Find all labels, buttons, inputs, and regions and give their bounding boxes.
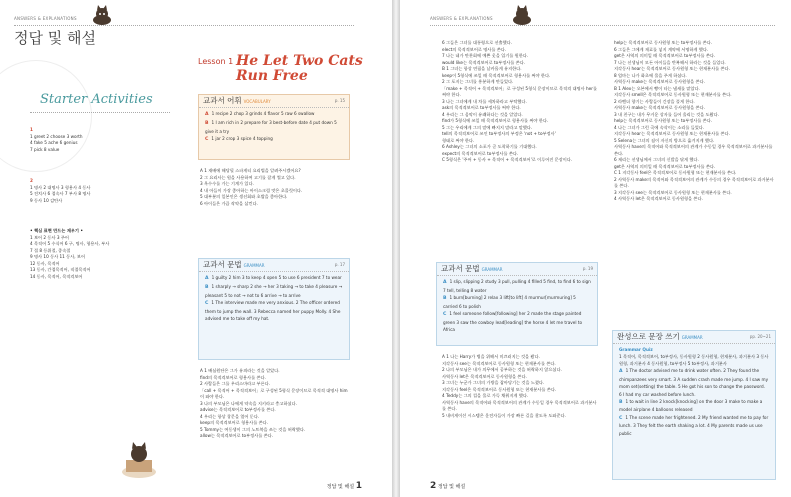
grammar-box-2-head — [437, 263, 597, 276]
note-line: 사역동사 make는 목적격보어로 동사원형을 쓴다. — [614, 105, 705, 110]
writing-row-b: B 1 to wait in line 2 knock[knocking] on the door 3 make to make a model airplane 4 balloons released — [619, 398, 763, 413]
vocab-box-page: p. 15 — [334, 98, 345, 103]
core-expressions — [30, 228, 190, 280]
grammar-notes — [200, 368, 350, 440]
core-row: 13 동사, 간접목적어, 직접목적어 — [30, 267, 91, 272]
note-line: 2 그 요리사는 원을 사용하여 고기를 잘게 썰고 있다. — [200, 174, 296, 180]
note-line: B 1 Alex는 오븐에서 빵이 타는 냄새를 맡았다. — [614, 85, 700, 91]
vocab-row-a: A 1 recipe 2 chop 3 grinds 4 flavor 5 raw 6 swallow — [205, 111, 315, 117]
note-line: 3 그녀는 누군가 그녀의 가방을 잡아당기는 것을 느꼈다. — [442, 380, 545, 385]
note-line: 2 그 포지는 그녀를 흥분하게 만들었다. — [442, 79, 514, 84]
note-line: 5 내비게이션 시스템은 운전자들이 가장 빠른 길을 찾도록 도와준다. — [442, 412, 566, 418]
writing-box-head — [613, 331, 775, 344]
vocab-box-title: 교과서 어휘 — [203, 96, 242, 105]
cat-cake-icon — [118, 440, 160, 480]
note-line: get은 사역의 의미일 때 목적격보어로 to부정사를 쓴다. — [614, 163, 716, 169]
part1-row: 4 fake 5 ache 6 genius — [30, 140, 78, 145]
note-line: allow는 목적격보어로 to부정사를 쓴다. — [200, 433, 273, 438]
grammar-box-body — [199, 272, 349, 324]
note-line: 2 사람들은 그를 우리스마라고 부른다. — [200, 381, 270, 386]
note-line: 3 내 친구는 내가 무거운 상자를 들어 올리는 것을 도왔다. — [614, 111, 719, 117]
note-line: keep이 5형식에 쓰일 때 목적격보어로 형용사를 써야 한다. — [442, 72, 551, 78]
note-line: find의 목적격보어로 형용사를 쓴다. — [200, 374, 266, 380]
vocab-box — [198, 94, 350, 160]
note-line: 6 아이들은 가끔 작약을 삼킨다. — [200, 200, 258, 206]
vocab-box-tag: VOCABULARY — [243, 99, 271, 104]
quiz-title: Grammar Quiz — [619, 347, 653, 352]
footer-label: 정답 및 해설 — [437, 484, 466, 490]
footer-page-number: 1 — [355, 481, 362, 491]
note-line: 지각동사 hear는 목적격보어로 동사원형 또는 현재분사를 쓴다. — [614, 66, 730, 71]
note-line: 「make + 목적어 + 목적격보어」로 구성된 5형식 문장이므로 목적격 대명사 her를 써야 한다. — [442, 85, 597, 97]
note-line: help는 목적격보어로 동사원형 또는 to부정사를 쓴다. — [614, 118, 713, 123]
core-row: 14 동사, 목적어, 목적격보어 — [30, 273, 83, 279]
note-line: B 1 그녀는 항상 연필을 날카롭게 유지한다. — [442, 66, 522, 71]
starter-part1 — [30, 127, 190, 153]
note-line: advise는 목적격보어로 to부정사를 쓴다. — [200, 407, 276, 412]
grammar2-row-b: B 1 burn[burning] 2 relax 3 lift[to lift] 4 murmur[murmuring] 5 carried 6 to polish — [443, 294, 576, 309]
note-line: 5 Tommy는 여동생이 그의 노트북을 쓰는 것을 허락했다. — [200, 426, 306, 432]
part1-row: 7 pick 8 value — [30, 146, 60, 152]
writing-box-body — [613, 344, 775, 439]
note-line: 4 우리는 항상 창문을 열어 둔다. — [200, 413, 260, 419]
grammar-box-2 — [436, 262, 598, 346]
core-row: 1 보어 2 동사 3 주어 — [30, 234, 69, 240]
note-line: 4 우리는 그 음악이 유쾌하다는 것을 알았다. — [442, 111, 523, 117]
note-line: 3 옥수수를 가는 기계가 있다. — [200, 181, 254, 186]
right-page — [400, 0, 791, 497]
note-line: 지각동사 smell은 목적격보어로 동사원형 또는 현재분사를 쓴다. — [614, 92, 732, 97]
note-line: 3 나는 그녀에게 내 차를 세차하라고 부탁했다. — [442, 98, 527, 104]
grammar-box-title: 교과서 문법 — [203, 260, 242, 269]
note-line: 3 나의 부모님은 나에게 약속을 지키라고 충고하셨다. — [200, 400, 297, 406]
note-line: 3 지각동사 see는 목적격보어로 동사원형 또는 현재분사를 쓴다. — [614, 189, 732, 195]
grammar2-row-a: A 1 slip, slipping 2 study 3 pull, pulling 4 filled 5 find, to find 6 to sign 7 tell, telling 8 water — [443, 279, 591, 293]
note-line: 8 엄마는 나가 화초에 물을 주게 하셨다. — [614, 72, 687, 78]
cat-icon — [90, 4, 114, 26]
section-title: 정답 및 해설 — [14, 29, 96, 47]
footer-page-number: 2 — [430, 481, 437, 491]
note-line: would like는 목적격보어로 to부정사를 쓴다. — [442, 59, 526, 65]
grammar-box-tag: GRAMMAR — [243, 263, 265, 268]
part2-row: 1 명사 2 대명사 3 형용사 4 동사 — [30, 184, 91, 190]
part2-row: 9 동사 10 감탄사 — [30, 197, 63, 203]
grammar-row-c: C 1 The interview made me very anxious. 2 The officer ordered them to jump the wall. 3 Rebecca named her puppy Molly. 4 She advised me to take off my hat. — [205, 299, 341, 321]
note-line: find가 5형식에 쓰일 때 목적격보어로 형용사를 써야 한다. — [442, 118, 549, 123]
note-line: 사역동사 let은 목적격보어로 동사원형을 쓴다. — [442, 373, 527, 379]
header-rule — [430, 25, 775, 26]
note-line: C 5형식은 '주어 + 동사 + 목적어 + 목적격보어'로 이루어진 문장이다. — [442, 157, 573, 162]
note-line: 6 Ashley는 그녀의 소포가 곧 도착하기를 기대했다. — [442, 144, 537, 149]
vocab-box-head — [199, 95, 349, 108]
vocab-notes — [200, 168, 350, 207]
note-line: 5 Selena는 그녀의 짐이 자신의 방으로 옮겨지게 했다. — [614, 137, 715, 143]
note-line: 7 나는 선생님이 모든 아이들을 반복해서 하라는 것을 들었다. — [614, 59, 726, 65]
writing-box-page: pp. 20~21 — [749, 334, 771, 339]
note-line: 2 라벤더 향기는 사람들이 긴장을 풀게 한다. — [614, 98, 695, 104]
note-line: 사역동사 have의 목적어와 목적격보어의 관계가 수동일 경우 목적격보어로 과거분사를 쓴다. — [614, 144, 773, 156]
grammar-row-b: B 1 sharply → sharp 2 she → her 3 taking → to take 4 pleasure → pleasant 5 to not → not to 6 arrive → to arrive — [205, 283, 343, 298]
note-line: get은 사역의 의미일 때 목적격보어로 to부정사를 쓴다. — [614, 53, 716, 58]
lesson-title: He Let Two Cats Run Free — [236, 53, 363, 84]
note-line: elect의 목적격보어로 명사를 쓴다. — [442, 46, 507, 52]
starter-rule — [30, 112, 170, 113]
note-line: 6 그들은 그녀를 대통령으로 선출했다. — [442, 40, 512, 45]
note-line: ask의 목적격보어로 to부정사를 써야 한다. — [442, 105, 521, 110]
writing-row-a: A 1 The doctor advised me to drink water often. 2 They found the chimpanzees very smart. 3 A sudden crash made me jump. 4 I saw my mom set(setting) the table. 5 He got his son to change the password. 6 I had my car washed before lunch. — [619, 368, 769, 397]
note-line: help는 목적격보어로 동사원형 또는 to부정사를 쓴다. — [614, 40, 713, 45]
note-line: 2 사역동사 make의 목적어와 목적격보어의 관계가 수동의 경우 목적격보어로 과거분사를 쓴다. — [614, 176, 774, 188]
note-line: A 1 배심원단은 그가 유죄라는 것을 알았다. — [200, 368, 280, 373]
grammar-box-head — [199, 259, 349, 272]
core-row: 7 절 8 등위절, 종속절 — [30, 247, 71, 253]
note-line: A 1 재배에 해당될 스파게티 요리법을 알려주시겠어요? — [200, 168, 301, 173]
writing-box-title: 완성으로 문장 쓰기 — [617, 332, 680, 341]
note-line: 지각동사 see는 목적격보어로 동사원형 또는 현재분사를 쓴다. — [442, 360, 556, 366]
writing-row-c: C 1 The scene made her frightened. 2 My friend wanted me to pay for lunch. 3 They felt the earth shaking a lot. 4 My parents made us use public — [619, 414, 769, 436]
note-line: 4 내 아들이 가장 좋아하는 아이스크림 맛은 초콜릿이다. — [200, 187, 303, 193]
note-line: 4 사역동사 let은 목적격보어로 동사원형을 쓴다. — [614, 196, 703, 201]
core-title: • 핵심 표현 만드는 재우기 • — [30, 228, 84, 233]
grammar-box-2-tag: GRAMMAR — [481, 267, 503, 272]
core-row: 9 명사 10 동사 11 동사, 보어 — [30, 254, 86, 259]
writing-box — [612, 330, 776, 480]
col2-notes — [614, 40, 774, 203]
note-line: 6 그들은 그에게 재료를 넣지 계약에 서명하게 했다. — [614, 46, 709, 52]
note-line: tell의 목적격보어로 쓰인 to부정사의 부정은 'not + to부정사' — [442, 131, 556, 136]
left-footer — [327, 481, 362, 491]
note-line: 지각동사 hear는 목적격보어로 동사원형 또는 현재분사를 쓴다. — [614, 131, 730, 136]
grammar-box-2-title: 교과서 문법 — [441, 264, 480, 273]
header-tag: ANSWERS & EXPLANATIONS — [14, 16, 77, 21]
note-line: keep의 목적격보어로 형용사를 쓴다. — [200, 420, 268, 425]
note-line: 「call + 목적어 + 목적격보어」로 구성된 5형식 문장이므로 목적격 대명사 him이 와야 한다. — [200, 387, 348, 399]
vocab-box-body — [199, 108, 349, 146]
left-page — [0, 0, 392, 497]
col1-notes — [442, 40, 602, 164]
header-rule — [14, 25, 354, 26]
note-line: 5 대부분의 일본인은 생선회와 초밥을 좋아한다. — [200, 194, 288, 199]
part2-num: 2 — [30, 178, 33, 183]
book-gutter — [392, 0, 400, 497]
col1-notes-2 — [442, 354, 600, 419]
note-line: 2 나의 부모님은 내가 의무에서 공부하는 것을 허락하지 않으셨다. — [442, 367, 562, 372]
starter-title: Starter Activities — [40, 92, 153, 107]
note-line: A 1 나는 Harry가 병을 위해서 미끄러지는 것을 봤다. — [442, 354, 540, 359]
cat-icon — [510, 4, 534, 26]
note-line: 7 나는 네가 만찬회에 예쁜 옷을 입기를 원한다. — [442, 53, 529, 58]
right-footer — [430, 481, 465, 491]
grammar-row-a: A 1 guilty 2 him 3 to keep 4 open 5 to use 6 president 7 to wear — [205, 275, 342, 281]
core-row: 12 동사, 목적어 — [30, 260, 60, 266]
core-row: 4 목적어 5 수식어 6 구, 명사, 형용사, 부사 — [30, 241, 110, 246]
lesson-label: Lesson 1 — [198, 57, 234, 66]
starter-part2 — [30, 178, 190, 204]
note-line: 형태로 써야 한다. — [442, 137, 475, 143]
footer-label: 정답 및 해설 — [326, 484, 355, 490]
part1-row: 1 greet 2 choose 3 worth — [30, 133, 83, 139]
note-line: 사역동사 have의 목적어와 목적격보어의 관계가 수동일 경우 목적격보어로 과거분사를 쓴다. — [442, 399, 597, 411]
note-line: C 1 지각동사 feel은 목적격보어로 동사원형 또는 현재분사를 쓴다. — [614, 170, 737, 175]
part2-row: 5 전치사 6 접속사 7 부사 8 명사 — [30, 191, 91, 196]
note-line: 4 Teddy는 그의 컵을 물로 가득 채워지게 했다. — [442, 393, 529, 398]
vocab-row-b: B 1 I am rich in 2 prepare for 3 best-before date 4 put down 5 give it a try — [205, 119, 337, 134]
decor-circle — [0, 60, 92, 172]
note-line: 지각동사 feel은 목적격보어로 동사원형 또는 현재분사를 쓴다. — [442, 386, 557, 392]
vocab-row-c: C 1 jar 2 crop 3 spice 4 topping — [205, 135, 273, 142]
note-line: 5 그는 우리에게 그의 말에 빠지지 말라고 말했다. — [442, 124, 533, 130]
note-line: 사역동사 make는 목적격보어로 동사원형을 쓴다. — [614, 79, 705, 84]
quiz-text: 1 목적어, 목적격보어, to부정사, 동사원형 2 동사원형, 현재분사, 과거분사 3 동사원형, 과거분사 4 동사원형, to부정사 5 to부정사, 과거분사 — [619, 354, 769, 367]
writing-box-tag: GRAMMAR — [681, 335, 703, 340]
grammar-box-page: p. 17 — [334, 262, 345, 267]
grammar-box-2-page: p. 19 — [582, 266, 593, 271]
note-line: expect의 목적격보어로 to부정사를 쓴다. — [442, 150, 519, 156]
grammar-box — [198, 258, 350, 360]
note-line: 4 나는 그녀가 그런 곡에 속삭이는 소리를 들었다. — [614, 124, 705, 130]
grammar-box-2-body — [437, 276, 597, 335]
note-line: 6 제리는 선생님께서 그녀의 신발을 닦게 했다. — [614, 157, 699, 162]
grammar2-row-c: C 1 feel someone follow[following] her 2 made the stage painted green 3 saw the cowboy lead[leading] the horse 4 let me travel to Africa — [443, 310, 583, 332]
part1-num: 1 — [30, 127, 33, 132]
header-tag: ANSWERS & EXPLANATIONS — [430, 16, 493, 21]
